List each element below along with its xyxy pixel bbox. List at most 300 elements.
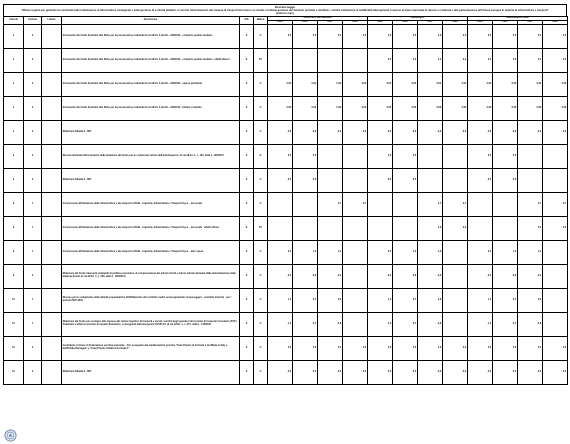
cell-value xyxy=(543,312,568,336)
cell-value: -0,6 xyxy=(318,120,343,144)
cell-value: 1,3 xyxy=(418,240,443,264)
cell-value: 3,8 xyxy=(418,288,443,312)
cell-value: -0,2 xyxy=(268,264,293,288)
col-articolo: Articolo xyxy=(4,16,24,24)
cell-value: 0,03 xyxy=(293,96,318,120)
cell-value: 0,5 xyxy=(518,24,543,48)
cell-value xyxy=(343,48,368,72)
cell-value: -5,0 xyxy=(543,360,568,384)
cell-value xyxy=(393,216,418,240)
cell-articolo: 1 xyxy=(4,72,24,96)
cell-value: -3,7 xyxy=(293,312,318,336)
cell-value: -0,5 xyxy=(468,168,493,192)
cell-value: -0,8 xyxy=(493,264,518,288)
cell-comma: 2 xyxy=(24,144,42,168)
cell-e-s: S xyxy=(240,360,254,384)
cell-natura: C xyxy=(254,192,268,216)
cell-value xyxy=(393,192,418,216)
cell-natura: C xyxy=(254,168,268,192)
cell-articolo: 1 xyxy=(4,48,24,72)
cell-value xyxy=(368,192,393,216)
cell-articolo: 8 xyxy=(4,192,24,216)
cell-value: -0,6 xyxy=(268,120,293,144)
cell-value: 0,2 xyxy=(368,240,393,264)
cell-value: 0,02 xyxy=(343,72,368,96)
group-indebitamento: Indebitamento netto xyxy=(468,16,568,20)
year-header: 2028 xyxy=(543,20,568,24)
cell-descrizione: Incremento del fondo destinato allo Stato per la prosecuzione ordinaria di cui all'art. 6 del D.L. 186/2016 - sparse perdizioni xyxy=(62,72,240,96)
cell-value: 3,7 xyxy=(493,288,518,312)
cell-value: 5,0 xyxy=(418,336,443,360)
cell-value: 0,03 xyxy=(493,96,518,120)
cell-comma: 2 xyxy=(24,48,42,72)
cell-value xyxy=(543,168,568,192)
cell-value: 0,02 xyxy=(393,72,418,96)
year-header: 2026 xyxy=(268,20,293,24)
cell-value: 0,02 xyxy=(293,72,318,96)
cell-value: -0,6 xyxy=(493,120,518,144)
table-row xyxy=(4,288,568,312)
cell-natura: C xyxy=(254,312,268,336)
cell-descrizione: Riduzione del fondo per sostegno alle imprese del settore logistico di trasporti e servizi, nonché degli operatori del servizio di trasporto ferroviario (STC) finalizzato a effetti economici di impatto finanziario, conseguenti dall'emergenza COVID-19, di cui all'art. 1, c. 371, della L. 178/2020 xyxy=(62,312,240,336)
cell-value: 0,5 xyxy=(393,24,418,48)
table-row xyxy=(4,336,568,360)
cell-descrizione: Riduzione Tabella A - MIT xyxy=(62,360,240,384)
cell-articolo: 19 xyxy=(4,336,24,360)
cell-value: 0,7 xyxy=(518,192,543,216)
cell-value: 5,0 xyxy=(393,336,418,360)
table-subtitle: "Misure urgenti per garantire la continuità nella realizzazione di infrastrutture strategiche e nella gestione di contratti pubblici, il corretto funzionamento del sistema di trasporti ferroviari e su strada, l'ordinata gestione del demanio portuale e marittimo, nonché l'attuazione di indifferibili adempimenti connessi al piano nazionale di ripresa e resilienza e alla partecipazione all'Unione europea in materia di infrastrutture e trasporti" xyxy=(21,8,549,12)
cell-value: 0,2 xyxy=(268,240,293,264)
cell-comma: 2 xyxy=(24,96,42,120)
cell-value: -0,6 xyxy=(293,120,318,144)
cell-value: 0,2 xyxy=(468,48,493,72)
cell-value: -3,7 xyxy=(493,312,518,336)
cell-value: 0,2 xyxy=(418,48,443,72)
cell-value xyxy=(268,48,293,72)
cell-e-s: S xyxy=(240,24,254,48)
cell-e-s: S xyxy=(240,288,254,312)
cell-value xyxy=(318,216,343,240)
cell-value: -0,6 xyxy=(343,120,368,144)
cell-e-s: S xyxy=(240,240,254,264)
col-lettera: Lettera xyxy=(42,16,62,24)
cell-value: 0,5 xyxy=(343,24,368,48)
cell-value xyxy=(443,264,468,288)
cell-comma: 1 xyxy=(24,312,42,336)
cell-value: 0,5 xyxy=(493,144,518,168)
cell-lettera xyxy=(42,336,62,360)
cell-value: 5,0 xyxy=(343,336,368,360)
cell-value: 1,3 xyxy=(293,240,318,264)
cell-natura: C xyxy=(254,240,268,264)
cell-value: 0,03 xyxy=(268,96,293,120)
cell-value: 0,5 xyxy=(268,144,293,168)
cell-value: 0,2 xyxy=(493,48,518,72)
cell-value xyxy=(318,48,343,72)
cell-articolo: 10 xyxy=(4,288,24,312)
cell-articolo: 19 xyxy=(4,360,24,384)
cell-value xyxy=(543,144,568,168)
cell-value xyxy=(418,144,443,168)
cell-comma: 2 xyxy=(24,336,42,360)
cell-value: -5,0 xyxy=(293,360,318,384)
cell-value: -0,5 xyxy=(293,168,318,192)
cell-value: -5,0 xyxy=(368,360,393,384)
cell-value: -0,6 xyxy=(468,120,493,144)
table-title: Decreto-legge xyxy=(274,4,295,9)
table-row xyxy=(4,264,568,288)
cell-value: -0,2 xyxy=(468,264,493,288)
cell-value xyxy=(343,168,368,192)
cell-value: 0,02 xyxy=(443,72,468,96)
cell-natura: C xyxy=(254,72,268,96)
col-comma: Comma xyxy=(24,16,42,24)
cell-value: 1,3 xyxy=(318,240,343,264)
cell-comma: 2 xyxy=(24,360,42,384)
cell-lettera xyxy=(42,24,62,48)
cell-value xyxy=(518,144,543,168)
table-row xyxy=(4,312,568,336)
cell-value: 1,3 xyxy=(493,240,518,264)
cell-value: 0,02 xyxy=(368,72,393,96)
cell-value: 0,2 xyxy=(443,48,468,72)
cell-value: 0,5 xyxy=(443,24,468,48)
cell-lettera xyxy=(42,288,62,312)
group-saldo-netto: Saldo netto da finanziare xyxy=(268,16,368,20)
cell-e-s: S xyxy=(240,72,254,96)
cell-descrizione: Incremento del fondo destinato allo Stato per la prosecuzione ordinaria di cui all'art. 6 del D.L. 186/2016 - titolare comando xyxy=(62,96,240,120)
cell-value: 5,0 xyxy=(268,336,293,360)
cell-value xyxy=(293,48,318,72)
cell-value: 0,5 xyxy=(468,24,493,48)
year-header: 2028 xyxy=(443,20,468,24)
cell-value: -5,0 xyxy=(468,360,493,384)
cell-value: -0,5 xyxy=(268,168,293,192)
year-header: 2027 xyxy=(318,20,343,24)
year-header: 2027 xyxy=(518,20,543,24)
cell-comma: 2 xyxy=(24,72,42,96)
cell-value: 0,03 xyxy=(418,96,443,120)
cell-value: 3,8 xyxy=(318,288,343,312)
cell-descrizione: Riduzione Tabella A - MIT xyxy=(62,120,240,144)
cell-articolo: 1 xyxy=(4,120,24,144)
cell-value: 0,3 xyxy=(443,216,468,240)
table-row xyxy=(4,168,568,192)
round-seal-icon xyxy=(4,429,17,442)
year-header: 2026 xyxy=(293,20,318,24)
cell-value: -0,8 xyxy=(293,264,318,288)
cell-lettera xyxy=(42,360,62,384)
cell-lettera xyxy=(42,312,62,336)
cell-comma: 1 xyxy=(24,288,42,312)
cell-value: 0,7 xyxy=(343,192,368,216)
cell-value: 0,5 xyxy=(318,24,343,48)
table-row xyxy=(4,360,568,384)
cell-value: 3,7 xyxy=(293,288,318,312)
cell-value: 1,2 xyxy=(368,288,393,312)
cell-value xyxy=(343,240,368,264)
cell-value: 5,0 xyxy=(318,336,343,360)
table-title-box xyxy=(3,4,567,16)
cell-descrizione: Concessione all'Istituzione delle infrastrutture e dei trasporti a RAM - Logistica, Infrastrutture e Trasporti S.p.a. - personale - effetti riflessi xyxy=(62,216,240,240)
cell-value: 0,7 xyxy=(543,192,568,216)
cell-value: 0,02 xyxy=(493,72,518,96)
table-row xyxy=(4,48,568,72)
table-row xyxy=(4,144,568,168)
cell-lettera xyxy=(42,96,62,120)
cell-value: 0,5 xyxy=(368,24,393,48)
table-unit: (valori in euro) xyxy=(275,11,294,15)
cell-e-s: S xyxy=(240,144,254,168)
cell-value: 0,5 xyxy=(393,144,418,168)
cell-e-s: S xyxy=(240,264,254,288)
cell-value: 0,3 xyxy=(543,216,568,240)
cell-value: -0,2 xyxy=(368,264,393,288)
group-fabbisogno: Fabbisogno xyxy=(368,16,468,20)
cell-value: -5,0 xyxy=(443,360,468,384)
cell-natura: TC xyxy=(254,216,268,240)
table-row xyxy=(4,96,568,120)
cell-value: 0,5 xyxy=(293,24,318,48)
cell-value xyxy=(368,216,393,240)
cell-value: 0,03 xyxy=(343,96,368,120)
cell-value: 0,02 xyxy=(268,72,293,96)
cell-value: 0,3 xyxy=(518,216,543,240)
cell-value: 0,02 xyxy=(418,72,443,96)
year-header: 2026 xyxy=(493,20,518,24)
cell-value: 0,2 xyxy=(368,48,393,72)
cell-value xyxy=(443,168,468,192)
cell-value: -5,0 xyxy=(518,360,543,384)
cell-value xyxy=(318,144,343,168)
cell-natura: C xyxy=(254,288,268,312)
table-row xyxy=(4,216,568,240)
cell-value: -0,6 xyxy=(443,120,468,144)
cell-descrizione: Concessione all'Istituzione delle infrastrutture e dei trasporti a RAM - Logistica, Infrastrutture e Trasporti S.p.a. - altre spese xyxy=(62,240,240,264)
year-header: 2026 xyxy=(468,20,493,24)
cell-value xyxy=(443,240,468,264)
table-row xyxy=(4,240,568,264)
cell-value: -0,6 xyxy=(543,120,568,144)
cell-value: -2,0 xyxy=(318,264,343,288)
document-page xyxy=(3,4,567,385)
cell-value: -5,0 xyxy=(418,360,443,384)
cell-comma: 2 xyxy=(24,264,42,288)
cell-descrizione: Riduzione Tabella A - MIT xyxy=(62,168,240,192)
cell-value: 0,03 xyxy=(393,96,418,120)
col-e-s: E/S xyxy=(240,16,254,24)
cell-value: -5,0 xyxy=(393,360,418,384)
cell-e-s: E xyxy=(240,216,254,240)
cell-value xyxy=(443,312,468,336)
cell-value: 0,3 xyxy=(418,216,443,240)
cell-lettera xyxy=(42,216,62,240)
cell-e-s: S xyxy=(240,96,254,120)
cell-e-s: S xyxy=(240,120,254,144)
financial-effects-table xyxy=(3,16,568,385)
cell-value xyxy=(493,216,518,240)
cell-value xyxy=(543,288,568,312)
cell-value: 5,0 xyxy=(293,336,318,360)
cell-value: -1,2 xyxy=(268,312,293,336)
cell-natura: C xyxy=(254,120,268,144)
cell-value xyxy=(318,168,343,192)
cell-value xyxy=(518,168,543,192)
cell-value xyxy=(343,288,368,312)
cell-value: 0,5 xyxy=(418,24,443,48)
cell-value: 3,7 xyxy=(393,288,418,312)
cell-value: 0,5 xyxy=(268,24,293,48)
cell-natura: C xyxy=(254,24,268,48)
cell-value: -0,5 xyxy=(368,168,393,192)
table-row xyxy=(4,72,568,96)
cell-value: 0,03 xyxy=(518,96,543,120)
cell-lettera xyxy=(42,48,62,72)
cell-value: 0,5 xyxy=(468,144,493,168)
table-row xyxy=(4,120,568,144)
cell-value: 5,0 xyxy=(543,336,568,360)
cell-e-s: S xyxy=(240,336,254,360)
cell-value xyxy=(543,240,568,264)
cell-value: -2,0 xyxy=(518,264,543,288)
cell-value: -2,0 xyxy=(418,264,443,288)
cell-e-s: E xyxy=(240,48,254,72)
cell-value: 0,03 xyxy=(318,96,343,120)
cell-descrizione: Contributo in favore di Federazione sportiva nazionale - ACI, assegnato dai manifestazioni sportive "Gran Premio di Formula 1 del Made in Italy e dell'Emilia-Romagna" e "Gran Premio d'Italia di Formula 1" xyxy=(62,336,240,360)
cell-value: -0,6 xyxy=(368,120,393,144)
cell-value xyxy=(293,192,318,216)
table-row xyxy=(4,192,568,216)
cell-lettera xyxy=(42,72,62,96)
cell-articolo: 2 xyxy=(4,144,24,168)
cell-descrizione: Riserva destinata all'incremento della dotazione del fondo per le società del settore dell'autotrasporto, di cui all'art. 1, c. 150, della L. 190/2014 xyxy=(62,144,240,168)
cell-e-s: S xyxy=(240,192,254,216)
cell-descrizione: Incremento del fondo destinato allo Stato per la prosecuzione ordinaria di cui all'art. 6 del D.L. 186/2016 - comparto perdite sanitarie - effetti riflessi xyxy=(62,48,240,72)
cell-value: 0,2 xyxy=(543,48,568,72)
cell-value xyxy=(343,144,368,168)
cell-articolo: 10 xyxy=(4,312,24,336)
cell-value: -3,7 xyxy=(393,312,418,336)
cell-value: 3,8 xyxy=(518,288,543,312)
cell-articolo: 8 xyxy=(4,264,24,288)
col-descrizione: Descrizione xyxy=(62,16,240,24)
cell-value: 0,5 xyxy=(368,144,393,168)
cell-value: -3,8 xyxy=(418,312,443,336)
cell-value xyxy=(543,264,568,288)
year-header: 2026 xyxy=(393,20,418,24)
cell-value: 0,03 xyxy=(543,96,568,120)
cell-value: 0,2 xyxy=(468,240,493,264)
cell-lettera xyxy=(42,192,62,216)
cell-value: -0,6 xyxy=(418,120,443,144)
cell-value: -3,8 xyxy=(518,312,543,336)
cell-value: -5,0 xyxy=(493,360,518,384)
cell-value: 0,5 xyxy=(293,144,318,168)
cell-lettera xyxy=(42,240,62,264)
cell-value: 1,2 xyxy=(268,288,293,312)
year-header: 2028 xyxy=(343,20,368,24)
cell-value: -5,0 xyxy=(268,360,293,384)
cell-lettera xyxy=(42,120,62,144)
cell-value: 5,0 xyxy=(443,336,468,360)
cell-value: -0,6 xyxy=(393,120,418,144)
cell-value: 0,03 xyxy=(468,96,493,120)
cell-lettera xyxy=(42,264,62,288)
cell-descrizione: Incremento del fondo destinato allo Stato per la prosecuzione ordinaria di cui all'art. 6 del D.L. 186/2016 - comparto perdite sanitarie xyxy=(62,24,240,48)
cell-value xyxy=(293,216,318,240)
cell-value: -0,8 xyxy=(393,264,418,288)
cell-value: -0,5 xyxy=(393,168,418,192)
cell-value: 5,0 xyxy=(468,336,493,360)
cell-value xyxy=(343,264,368,288)
cell-value: 1,3 xyxy=(518,240,543,264)
cell-natura: C xyxy=(254,96,268,120)
cell-value: 0,5 xyxy=(493,24,518,48)
year-header: 2026 xyxy=(368,20,393,24)
cell-value: -5,0 xyxy=(343,360,368,384)
cell-value: -5,0 xyxy=(318,360,343,384)
cell-value: 0,02 xyxy=(468,72,493,96)
cell-value xyxy=(468,192,493,216)
cell-value: 0,2 xyxy=(518,48,543,72)
cell-e-s: S xyxy=(240,312,254,336)
cell-comma: 2 xyxy=(24,168,42,192)
table-body xyxy=(4,24,568,384)
cell-articolo: 1 xyxy=(4,24,24,48)
cell-value: -0,5 xyxy=(493,168,518,192)
cell-comma: 2 xyxy=(24,24,42,48)
cell-value: 5,0 xyxy=(518,336,543,360)
cell-value: 1,3 xyxy=(393,240,418,264)
cell-value: -3,8 xyxy=(318,312,343,336)
cell-e-s: S xyxy=(240,168,254,192)
cell-value xyxy=(268,192,293,216)
cell-lettera xyxy=(42,144,62,168)
cell-value: 0,03 xyxy=(368,96,393,120)
cell-value: 0,2 xyxy=(393,48,418,72)
cell-value: 0,02 xyxy=(543,72,568,96)
cell-value xyxy=(343,312,368,336)
cell-value: -0,6 xyxy=(518,120,543,144)
cell-descrizione: Riduzione del fondo interventi strutturali di politica economica, di compensazione dei minori introiti e minori entrate derivanti dalla determinazione delle aliquote (fondo di cui all'art. 1, c. 200, della L. 190/2014) xyxy=(62,264,240,288)
cell-value: 0,5 xyxy=(543,24,568,48)
cell-value: 5,0 xyxy=(368,336,393,360)
cell-descrizione: Concessione all'Istituzione delle infrastrutture e dei trasporti a RAM - Logistica, Infrastrutture e Trasporti S.p.a. - personale xyxy=(62,192,240,216)
cell-natura: C xyxy=(254,336,268,360)
cell-value xyxy=(418,168,443,192)
cell-value: 0,7 xyxy=(318,192,343,216)
year-header: 2027 xyxy=(418,20,443,24)
cell-value xyxy=(443,288,468,312)
cell-value: 0,02 xyxy=(318,72,343,96)
cell-comma: 1 xyxy=(24,192,42,216)
cell-value: 1,2 xyxy=(468,288,493,312)
cell-value: 0,02 xyxy=(518,72,543,96)
cell-articolo: 1 xyxy=(4,96,24,120)
cell-value xyxy=(268,216,293,240)
cell-value xyxy=(443,144,468,168)
col-natura: Natura xyxy=(254,16,268,24)
cell-natura: C xyxy=(254,360,268,384)
cell-lettera xyxy=(42,168,62,192)
cell-articolo: 2 xyxy=(4,168,24,192)
cell-natura: C xyxy=(254,264,268,288)
cell-value: 0,03 xyxy=(443,96,468,120)
cell-value: 5,0 xyxy=(493,336,518,360)
cell-descrizione: Risorse per lo svolgimento delle attività propedeutiche all'affidamento del contratto medio nel programmato di passeggeri - contratto intercity - per i periodi 2027-2031 xyxy=(62,288,240,312)
cell-value: 0,7 xyxy=(443,192,468,216)
